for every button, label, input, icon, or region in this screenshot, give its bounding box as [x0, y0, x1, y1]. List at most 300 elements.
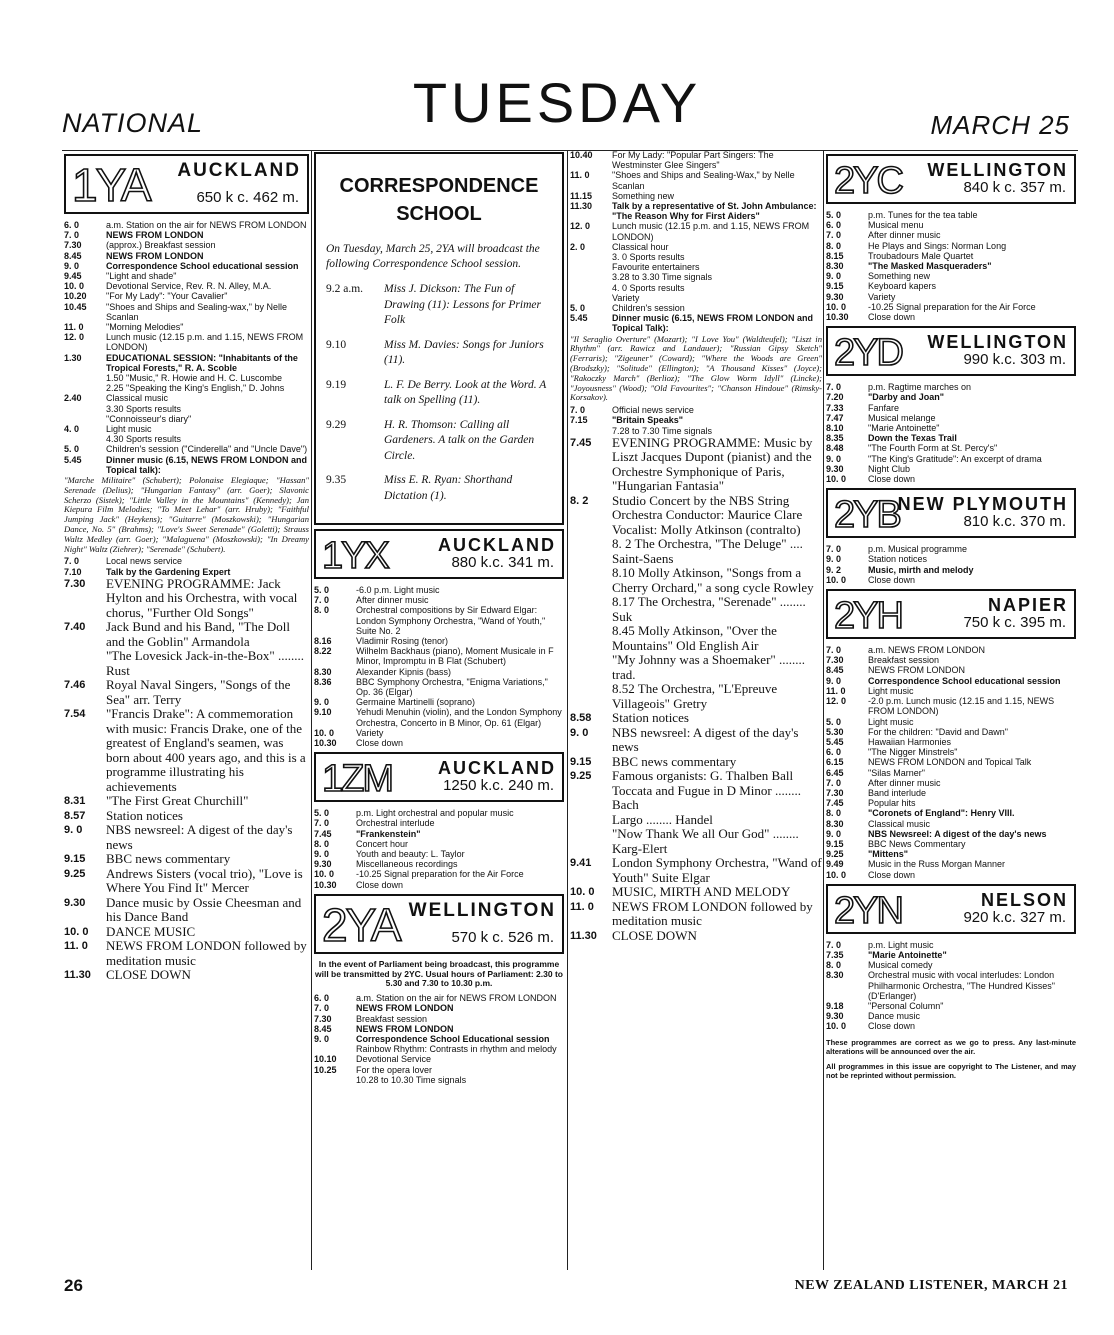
schedule-time [64, 414, 106, 424]
page-number: 26 [64, 1276, 83, 1295]
schedule-row [64, 649, 309, 678]
schedule-time: 8. 0 [826, 808, 842, 819]
schedule-time: 10.30 [314, 738, 337, 749]
schedule-time: 8.31 [64, 795, 86, 808]
schedule-row [570, 221, 822, 241]
schedule-description: NEWS FROM LONDON followed by meditation music [612, 898, 813, 929]
schedule-row [570, 415, 822, 425]
schedule-time: 8.36 [314, 676, 332, 687]
schedule-time: 7. 0 [314, 1003, 330, 1014]
schedule-description: Troubadours Male Quartet [868, 250, 974, 261]
schedule-time: 5.45 [64, 454, 82, 465]
schedule-time [570, 784, 612, 813]
schedule-description: Breakfast session [356, 1013, 428, 1024]
schedule-time [570, 595, 612, 624]
schedule-time: 7.30 [64, 240, 82, 251]
station-city: NELSON [980, 889, 1068, 910]
schedule-description: Correspondence School educational session [106, 260, 299, 271]
schedule-row [314, 1044, 564, 1054]
schedule-row [570, 201, 822, 221]
station-callsign: 1YX [322, 535, 388, 577]
schedule-time: 8. 2 [570, 494, 589, 507]
program-list [314, 993, 564, 1085]
schedule-description: MUSIC, MIRTH AND MELODY [612, 884, 791, 900]
schedule-description: Keyboard kapers [868, 281, 937, 292]
schedule-row [826, 544, 1076, 554]
schedule-description: Lunch music (12.15 p.m. and 1.15, NEWS FROM LONDON) [612, 221, 810, 242]
schedule-description: "For My Lady": "Your Cavalier" [106, 291, 228, 302]
schedule-description: NEWS FROM LONDON and Topical Talk [868, 757, 1032, 768]
schedule-description: "Coronets of England": Henry VIII. [868, 808, 1015, 819]
copyright-notice: All programmes in this issue are copyright to The Listener, and may not be reprinted without permission. [826, 1061, 1076, 1080]
program-list [314, 808, 564, 890]
schedule-description: Hawaiian Harmonies [868, 736, 952, 747]
schedule-row [570, 537, 822, 566]
schedule-description: EVENING PROGRAMME: Music by Liszt Jacques Dupont (pianist) and the Orchestre Symphonique of Paris, "Hungarian Fantasia" [612, 434, 813, 494]
schedule-description: Popular hits [868, 798, 916, 809]
schedule-description: Music, mirth and melody [868, 564, 974, 575]
station-frequency: 570 k c. 526 m. [451, 928, 554, 946]
schedule-description: "Britain Speaks" [612, 415, 684, 426]
schedule-row [314, 636, 564, 646]
schedule-row [570, 755, 822, 770]
schedule-time: 6. 0 [64, 220, 80, 230]
schedule-time: 7.15 [570, 415, 588, 426]
schedule-row [826, 950, 1076, 960]
schedule-time: 9.30 [826, 463, 844, 474]
schedule-row [570, 813, 822, 828]
lesson-time: 9.10 [326, 338, 347, 351]
schedule-time: 10. 0 [314, 727, 335, 738]
schedule-time: 9.49 [826, 859, 844, 870]
station-banner-1zm [314, 752, 564, 802]
station-banner-2yc [826, 154, 1076, 204]
schedule-row [826, 474, 1076, 484]
programme-disclaimer: These programmes are correct as we go to press. Any last-minute alterations will be announced over the air. [826, 1037, 1076, 1056]
dinner-music-note: "Marche Militaire" (Schubert); Polonaise Elegiaque; "Hassan" Serenade (Delius); "Hungarian Fantasy" (arr. Goer); Slavonic Scherzo (Sistek); "Little Valley in the Mountains" (Kennedy); Jan Kiepura Film Melodies; "To Meet Lehar" (arr. Hruby); "Faithful Jumping Jack" (Heykens); "Guitarre" (Moszkowski); "Hungarian Dance, No. 5" (Brahms); "Love's Sweet Serenade" (Goletti); Strauss Waltz Medley (arr. Goer); "Malaguena" (Moszkowski); "In Dreamy Night" Waltz (Ziehrer); "Serenade" (Schubert). [64, 475, 309, 554]
schedule-description: "Morning Melodies" [106, 322, 184, 333]
schedule-row [826, 676, 1076, 686]
schedule-row [826, 727, 1076, 737]
schedule-row [826, 230, 1076, 240]
schedule-description: 3.30 Sports results [106, 403, 182, 414]
schedule-description: Children's session ("Cinderella" and "Uncle Dave") [106, 444, 308, 455]
schedule-description: Devotional Service [356, 1054, 432, 1065]
schedule-time: 8.10 [826, 423, 844, 434]
schedule-description: 8.45 Molly Atkinson, "Over the Mountains" Old English Air [612, 623, 777, 653]
schedule-time: 9.25 [826, 849, 844, 860]
lesson-description: L. F. De Berry. Look at the Word. A talk on Spelling (11). [384, 378, 547, 406]
lesson-time: 9.35 [326, 474, 347, 486]
schedule-time: 9.45 [64, 271, 82, 282]
schedule-time: 10. 0 [64, 281, 85, 292]
schedule-row [826, 382, 1076, 392]
column-divider [567, 150, 568, 1270]
schedule-time: 9.18 [826, 1000, 844, 1011]
schedule-time: 11.15 [570, 190, 593, 201]
schedule-row [570, 682, 822, 711]
schedule-time: 10.45 [64, 301, 87, 312]
schedule-time: 7.30 [826, 787, 844, 798]
schedule-time: 9. 0 [64, 824, 83, 837]
schedule-row [826, 241, 1076, 251]
schedule-time: 11. 0 [64, 322, 84, 333]
schedule-time: 7. 0 [826, 645, 842, 656]
schedule-row [314, 1054, 564, 1064]
schedule-time: 10.40 [570, 150, 593, 160]
schedule-description: Local news service [106, 556, 183, 567]
schedule-time: 12. 0 [826, 696, 847, 707]
station-city: WELLINGTON [927, 160, 1068, 180]
schedule-description: p.m. Tunes for the tea table [868, 210, 978, 220]
schedule-description: For the opera lover [356, 1064, 433, 1075]
schedule-description: Andrews Sisters (vocal trio), "Love is Where You Find It" Mercer [106, 865, 303, 896]
schedule-description: "The Masked Masqueraders" [868, 261, 992, 272]
schedule-description: Fanfare [868, 402, 900, 413]
schedule-time: 9. 0 [826, 828, 842, 839]
schedule-row [826, 220, 1076, 230]
schedule-row [826, 829, 1076, 839]
schedule-time: 5. 0 [314, 808, 330, 819]
schedule-description: NBS newsreel: A digest of the day's news [106, 822, 293, 852]
lesson-item [326, 378, 552, 409]
schedule-row [570, 405, 822, 415]
schedule-time [570, 262, 612, 272]
region-label: NATIONAL [62, 108, 204, 138]
publication-footer: NEW ZEALAND LISTENER, MARCH 21 [794, 1278, 1068, 1293]
schedule-description: 8.17 The Orchestra, "Serenade" ........ Suk [612, 594, 806, 624]
schedule-row [314, 1075, 564, 1085]
schedule-time: 6. 0 [314, 993, 330, 1004]
schedule-time: 9.15 [826, 281, 844, 292]
schedule-row [314, 869, 564, 879]
schedule-description: BBC News Commentary [868, 838, 966, 849]
schedule-row [826, 392, 1076, 402]
schedule-row [570, 711, 822, 726]
station-callsign: 2YH [834, 595, 902, 638]
schedule-description: "The Lovesick Jack-in-the-Box" ........ Rust [106, 648, 304, 678]
schedule-time: 7. 0 [64, 556, 80, 567]
schedule-time: 8.35 [826, 433, 844, 444]
schedule-description: Classical music [868, 818, 931, 829]
schedule-row [314, 993, 564, 1003]
schedule-description: Close down [868, 312, 916, 323]
schedule-description: p.m. Musical programme [868, 544, 968, 555]
schedule-time: 5. 0 [64, 444, 80, 455]
schedule-description: EDUCATIONAL SESSION: "Inhabitants of the Tropical Forests," R. A. Scoble [106, 352, 298, 373]
schedule-time [64, 404, 106, 414]
schedule-description: a.m. Station on the air for NEWS FROM LONDON [106, 220, 307, 230]
schedule-row [64, 302, 309, 322]
schedule-description: Youth and beauty: L. Taylor [356, 849, 465, 860]
schedule-time: 9.15 [570, 755, 592, 768]
schedule-description: Night Club [868, 463, 911, 474]
schedule-row [570, 242, 822, 252]
station-banner-1yx [314, 529, 564, 579]
schedule-row [570, 262, 822, 272]
station-city: WELLINGTON [927, 332, 1068, 353]
schedule-row [826, 464, 1076, 474]
schedule-row [64, 896, 309, 925]
schedule-row [314, 808, 564, 818]
schedule-row [826, 210, 1076, 220]
schedule-description: Musical menu [868, 220, 924, 231]
program-list [826, 645, 1076, 880]
schedule-row [826, 443, 1076, 453]
schedule-time: 8.30 [826, 261, 844, 272]
lesson-item [326, 473, 552, 504]
schedule-time: 9. 0 [64, 260, 80, 271]
schedule-description: a.m. NEWS FROM LONDON [868, 645, 986, 656]
schedule-description: Close down [868, 1021, 916, 1032]
schedule-time: 8. 0 [826, 960, 842, 971]
schedule-time: 9. 0 [826, 271, 842, 282]
schedule-description: NEWS FROM LONDON [356, 1023, 454, 1034]
box-title: CORRESPONDENCE SCHOOL [339, 175, 539, 225]
schedule-description: Lunch music (12.15 p.m. and 1.15, NEWS FROM LONDON) [106, 332, 304, 353]
schedule-row [64, 852, 309, 867]
schedule-time: 5.45 [826, 736, 844, 747]
schedule-description: "Marie Antoinette" [868, 949, 947, 960]
schedule-row [570, 303, 822, 313]
schedule-row [826, 970, 1076, 1001]
schedule-description: Close down [868, 869, 916, 880]
schedule-description: Musical melange [868, 412, 936, 423]
schedule-description: "The King's Gratitude": An excerpt of drama [868, 453, 1042, 464]
schedule-description: Band interlude [868, 787, 927, 798]
schedule-description: London Symphony Orchestra, "Wand of Youth" Suite Elgar [612, 855, 822, 885]
schedule-row [64, 678, 309, 707]
column-2 [314, 150, 564, 1270]
station-banner-2yn [826, 884, 1076, 934]
schedule-time: 10.10 [314, 1054, 337, 1065]
schedule-description: Dance music by Ossie Cheesman and his Dance Band [106, 894, 302, 925]
schedule-time: 7.46 [64, 679, 86, 692]
schedule-row [826, 433, 1076, 443]
schedule-time: 6. 0 [826, 220, 842, 231]
schedule-description: Variety [612, 292, 640, 303]
station-frequency: 880 k.c. 341 m. [451, 554, 554, 571]
schedule-time: 10. 0 [826, 1021, 847, 1032]
schedule-description: Official news service [612, 405, 694, 416]
schedule-time: 5. 0 [314, 585, 330, 595]
schedule-row [314, 728, 564, 738]
schedule-description: "Silas Marner" [868, 767, 925, 778]
schedule-row [826, 737, 1076, 747]
schedule-description: p.m. Ragtime marches on [868, 382, 972, 393]
schedule-description: (approx.) Breakfast session [106, 240, 216, 251]
schedule-description: NEWS FROM LONDON [356, 1003, 454, 1014]
schedule-row [570, 283, 822, 293]
schedule-row [826, 696, 1076, 716]
schedule-time: 7.30 [314, 1013, 332, 1024]
schedule-row [826, 655, 1076, 665]
schedule-time: 8. 0 [314, 605, 330, 616]
station-frequency: 840 k c. 357 m. [963, 179, 1066, 196]
schedule-row [64, 332, 309, 352]
schedule-description: After dinner music [868, 230, 941, 241]
schedule-description: "The Nigger Minstrels" [868, 747, 958, 758]
schedule-row [826, 940, 1076, 950]
schedule-time: 10. 0 [570, 886, 595, 899]
schedule-time: 8. 0 [826, 240, 842, 251]
schedule-row [570, 494, 822, 538]
schedule-description: Alexander Kipnis (bass) [356, 666, 452, 677]
schedule-description: Station notices [612, 710, 689, 726]
schedule-time [570, 566, 612, 595]
schedule-row [826, 870, 1076, 880]
schedule-row [314, 1014, 564, 1024]
schedule-description: "Now Thank We all Our God" ........ Karg-Elert [612, 826, 799, 856]
schedule-row [570, 150, 822, 170]
schedule-row [314, 646, 564, 666]
schedule-row [314, 595, 564, 605]
schedule-row [570, 313, 822, 333]
schedule-row [826, 281, 1076, 291]
schedule-time: 11. 0 [64, 940, 88, 953]
schedule-description: Light music [868, 716, 914, 727]
schedule-row [64, 939, 309, 968]
station-city: NEW PLYMOUTH [897, 494, 1068, 515]
schedule-description: Music in the Russ Morgan Manner [868, 859, 1006, 870]
schedule-time: 9. 0 [570, 726, 589, 739]
station-banner-2ya [314, 894, 564, 954]
schedule-description: Close down [356, 879, 404, 890]
schedule-time: 7.30 [64, 577, 86, 590]
program-list [570, 150, 822, 334]
schedule-time [570, 283, 612, 293]
lesson-description: Miss J. Dickson: The Fun of Drawing (11): Lessons for Primer Folk [384, 283, 541, 326]
schedule-row [826, 747, 1076, 757]
schedule-time: 11.30 [570, 201, 593, 212]
schedule-time: 6.15 [826, 757, 844, 768]
schedule-description: Royal Naval Singers, "Songs of the Sea" arr. Terry [106, 677, 291, 707]
schedule-row [64, 823, 309, 852]
schedule-description: 7.28 to 7.30 Time signals [612, 425, 713, 436]
schedule-time: 7.54 [64, 708, 86, 721]
schedule-row [826, 808, 1076, 818]
schedule-description: -10.25 Signal preparation for the Air Force [356, 869, 524, 880]
schedule-description: 2.25 "Speaking the King's English," D. Johns [106, 383, 285, 394]
schedule-row [64, 925, 309, 940]
schedule-row [64, 373, 309, 383]
schedule-description: Correspondence School Educational session [356, 1034, 550, 1045]
schedule-description: 8.10 Molly Atkinson, "Songs from a Cherry Orchard," a song cycle Rowley [612, 565, 814, 595]
schedule-description: For the children: "David and Dawn" [868, 726, 1008, 737]
schedule-time: 9.30 [826, 1011, 844, 1022]
schedule-time [570, 624, 612, 653]
schedule-description: Orchestral music with vocal interludes: London Philharmonic Orchestra, "The Hundred Kisses" (D'Erlanger) [868, 970, 1055, 1001]
schedule-time: 7. 0 [826, 382, 842, 393]
schedule-time: 9. 0 [826, 453, 842, 464]
schedule-description: p.m. Light music [868, 939, 934, 950]
station-frequency: 650 k c. 462 m. [196, 189, 299, 206]
schedule-row [314, 880, 564, 890]
schedule-time: 8.48 [826, 443, 844, 454]
schedule-row [64, 414, 309, 424]
schedule-time: 12. 0 [64, 332, 85, 343]
schedule-row [826, 819, 1076, 829]
column-1 [64, 150, 309, 1270]
schedule-time: 5. 0 [570, 303, 586, 314]
schedule-description: Close down [868, 574, 916, 585]
schedule-row [570, 624, 822, 653]
schedule-row [826, 413, 1076, 423]
schedule-row [64, 455, 309, 475]
schedule-row [64, 240, 309, 250]
schedule-row [826, 717, 1076, 727]
schedule-row [826, 768, 1076, 778]
schedule-time: 11.30 [570, 929, 597, 942]
schedule-description: Vladimir Rosing (tenor) [356, 636, 449, 647]
station-city: AUCKLAND [438, 758, 556, 779]
schedule-description: BBC news commentary [106, 851, 231, 867]
schedule-description: DANCE MUSIC [106, 923, 196, 939]
station-banner-1ya [64, 154, 309, 214]
schedule-description: a.m. Station on the air for NEWS FROM LONDON [356, 993, 557, 1004]
program-list [826, 544, 1076, 585]
lesson-description: Miss E. R. Ryan: Shorthand Dictation (1). [384, 474, 513, 502]
schedule-row [826, 251, 1076, 261]
schedule-time: 8.58 [570, 712, 592, 725]
schedule-row [570, 252, 822, 262]
schedule-time: 7.47 [826, 412, 844, 423]
program-list [314, 585, 564, 748]
schedule-row [570, 784, 822, 813]
schedule-time: 7.35 [826, 949, 844, 960]
schedule-description: Variety [868, 291, 896, 302]
schedule-description: 8. 2 The Orchestra, "The Deluge" .... Saint-Saens [612, 536, 803, 566]
schedule-row [64, 271, 309, 281]
station-banner-2yh [826, 589, 1076, 639]
lesson-item [326, 282, 552, 329]
schedule-description: "Shoes and Ships and Sealing-wax," by Nelle Scanlan [106, 301, 287, 322]
schedule-description: 10.28 to 10.30 Time signals [356, 1074, 467, 1085]
schedule-row [314, 1024, 564, 1034]
schedule-time: 8.30 [314, 666, 332, 677]
schedule-row [826, 423, 1076, 433]
schedule-time: 10.30 [826, 312, 849, 323]
schedule-row [826, 403, 1076, 413]
box-intro: On Tuesday, March 25, 2YA will broadcast the following Correspondence School session. [326, 243, 540, 270]
schedule-description: For My Lady: "Popular Part Singers: The Westminster Glee Singers" [612, 150, 774, 171]
schedule-row [826, 261, 1076, 271]
schedule-time: 10.20 [64, 291, 87, 302]
station-banner-2yb [826, 488, 1076, 538]
schedule-description: 3. 0 Sports results [612, 252, 685, 263]
station-frequency: 920 k.c. 327 m. [963, 908, 1066, 926]
program-list [826, 940, 1076, 1032]
schedule-row [570, 769, 822, 784]
schedule-time [314, 1044, 356, 1054]
schedule-row [826, 686, 1076, 696]
schedule-time: 7. 0 [314, 818, 330, 829]
schedule-row [826, 1001, 1076, 1011]
schedule-row [570, 726, 822, 755]
schedule-row [314, 859, 564, 869]
schedule-description: "The First Great Churchill" [106, 793, 249, 809]
schedule-description: Concert hour [356, 838, 409, 849]
schedule-time: 9.30 [314, 859, 332, 870]
station-frequency: 750 k c. 395 m. [963, 614, 1066, 632]
schedule-row [64, 707, 309, 794]
schedule-time: 10.30 [314, 879, 337, 890]
schedule-row [570, 436, 822, 494]
schedule-time: 9.41 [570, 857, 592, 870]
schedule-row [314, 677, 564, 697]
schedule-row [826, 849, 1076, 859]
schedule-time: 10. 0 [826, 869, 847, 880]
